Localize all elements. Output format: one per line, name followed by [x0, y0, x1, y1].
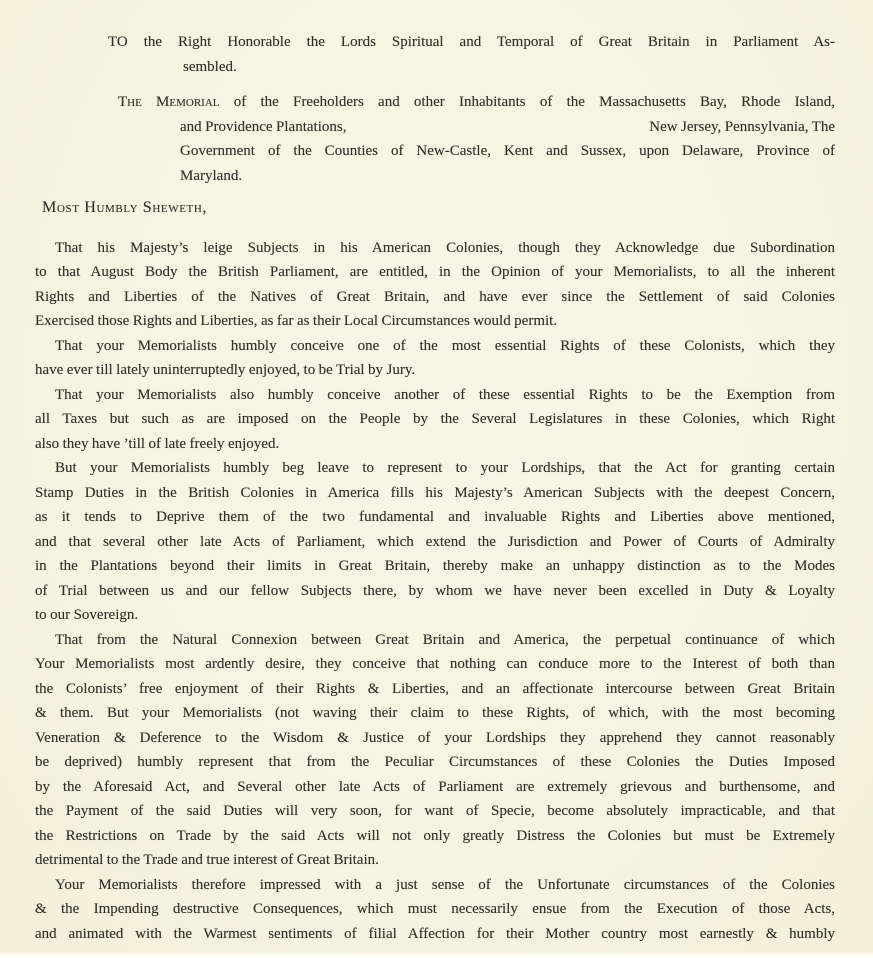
memorial-line-1-rest: of the Freeholders and other Inhabitants of the Massachusetts Bay, Rhode Island, — [219, 94, 835, 110]
memorial-heading — [35, 90, 835, 188]
paragraph-1-line-3: Rights and Liberties of the Natives of Great Britain, and have ever since the Settlement of said Colonies — [35, 288, 835, 305]
scan-bottom-edge — [0, 951, 873, 958]
paragraph-1-line-2: to that August Body the British Parliament, are entitled, in the Opinion of your Memorialists, to all the inherent — [35, 264, 835, 280]
memorial-line-3: Government of the Counties of New-Castle, Kent and Sussex, upon Delaware, Province of — [180, 143, 835, 159]
paragraph-5-line-3: the Colonists’ free enjoyment of their Rights & Liberties, and an affectionate intercourse between Great Britain — [35, 680, 835, 697]
heading-line-1: TO the Right Honorable the Lords Spiritual and Temporal of Great Britain in Parliament As- — [108, 34, 835, 50]
address-heading — [35, 30, 835, 79]
document-content — [35, 0, 835, 946]
paragraph-4-line-5: in the Plantations beyond their limits in Great Britain, thereby make an unhappy distinction as to the Modes — [35, 558, 835, 574]
memorial-line-2 — [180, 115, 835, 140]
memorial-line-1 — [118, 90, 835, 115]
paragraph-6-line-2: & the Impending destructive Consequences, which must necessarily ensue from the Execution of those Acts, — [35, 901, 835, 917]
memorial-line-2-left: and Providence Plantations, — [180, 118, 347, 135]
paragraph-5-line-6: be deprived) humbly represent that from the Peculiar Circumstances of these Colonies the Duties Imposed — [35, 754, 835, 770]
paragraph-6-line-1: Your Memorialists therefore impressed with a just sense of the Unfortunate circumstances of the Colonies — [55, 876, 835, 893]
paragraph-4-line-4: and that several other late Acts of Parliament, which extend the Jurisdiction and Power of Courts of Admiralty — [35, 533, 835, 550]
paragraph-3-line-1: That your Memorialists also humbly conceive another of these essential Rights to be the Exemption from — [55, 386, 835, 403]
paragraph-1-line-4: Exercised those Rights and Liberties, as far as their Local Circumstances would permit. — [35, 313, 558, 329]
paragraph-1-line-1: That his Majesty’s leige Subjects in his American Colonies, though they Acknowledge due Subordination — [55, 239, 835, 256]
paragraph-3-line-2: all Taxes but such as are imposed on the People by the Several Legislatures in these Colonies, which Right — [35, 411, 835, 427]
paragraph-5-line-5: Veneration & Deference to the Wisdom & Justice of your Lordships they apprehend they cannot reasonably — [35, 729, 835, 746]
paragraph-5-line-10: detrimental to the Trade and true interest of Great Britain. — [35, 852, 379, 868]
paragraph-5-line-7: by the Aforesaid Act, and Several other late Acts of Parliament are extremely grievous and burthensome, and — [35, 778, 835, 795]
paragraph-2-line-2: have ever till lately uninterruptedly enjoyed, to be Trial by Jury. — [35, 362, 416, 378]
paragraph-5-line-8: the Payment of the said Duties will very soon, for want of Specie, become absolutely impracticable, and that — [35, 803, 835, 819]
paragraph-5-line-4: & them. But your Memorialists (not waving their claim to these Rights, of which, with the most becoming — [35, 705, 835, 721]
paragraph-5-line-9: the Restrictions on Trade by the said Acts will not only greatly Distress the Colonies but must be Extremely — [35, 827, 835, 844]
paragraph-4-line-1: But your Memorialists humbly beg leave to represent to your Lordships, that the Act for granting certain — [55, 460, 835, 476]
memorial-title-smallcaps: The Memorial — [118, 94, 220, 110]
body-paragraphs — [35, 236, 835, 947]
paragraph-5-line-2: Your Memorialists most ardently desire, they conceive that nothing can conduce more to the Interest of both than — [35, 656, 835, 672]
heading-line-2: sembled. — [183, 58, 237, 75]
paragraph-4-line-3: as it tends to Deprive them of the two fundamental and invaluable Rights and Liberties above mentioned, — [35, 509, 835, 525]
memorial-line-2-right: New Jersey, Pennsylvania, The — [649, 118, 835, 135]
paragraph-4-line-6: of Trial between us and our fellow Subjects there, by whom we have never been excelled in Duty & Loyalty — [35, 582, 835, 599]
paragraph-6-line-3: and animated with the Warmest sentiments of filial Affection for their Mother country most earnestly & humbly — [35, 925, 835, 942]
paragraph-3-line-3: also they have ’till of late freely enjoyed. — [35, 435, 280, 452]
paragraph-4-line-2: Stamp Duties in the British Colonies in America fills his Majesty’s American Subjects with the deepest Concern, — [35, 484, 835, 501]
paragraph-2-line-1: That your Memorialists humbly conceive one of the most essential Rights of these Colonists, which they — [55, 337, 835, 354]
memorial-line-4: Maryland. — [180, 167, 243, 184]
salutation: Most Humbly Sheweth, — [42, 198, 208, 216]
paragraph-4-line-7: to our Sovereign. — [35, 607, 139, 623]
paragraph-5-line-1: That from the Natural Connexion between Great Britain and America, the perpetual continuance of which — [55, 631, 835, 648]
